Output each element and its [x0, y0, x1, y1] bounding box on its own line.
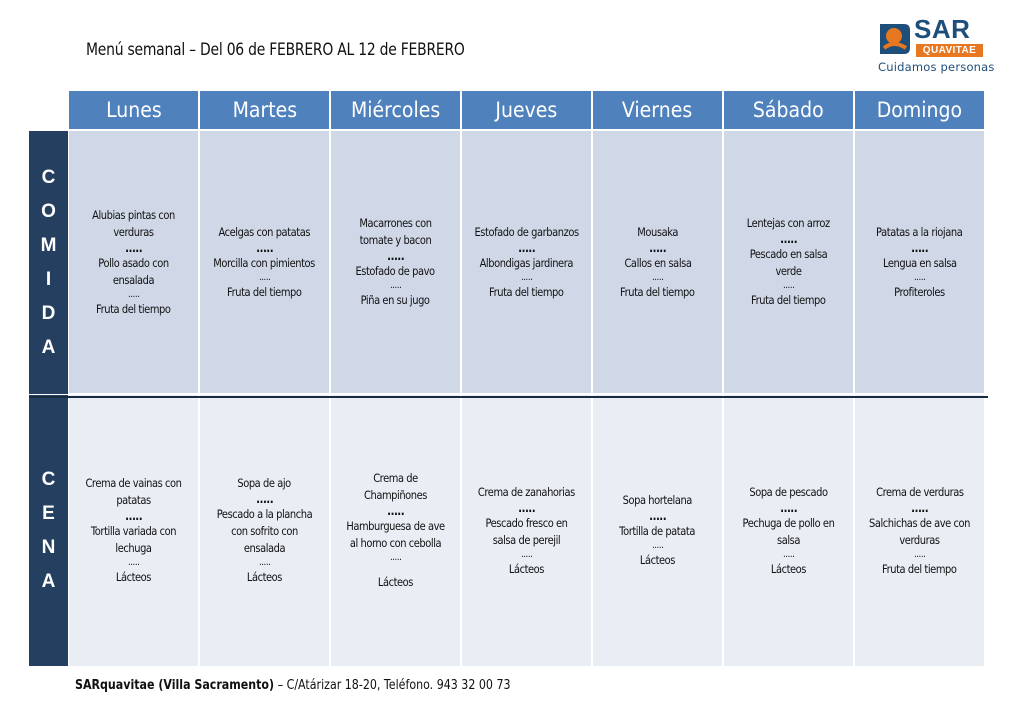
dish-separator: ..... — [651, 540, 664, 551]
dish-separator: ….. — [911, 240, 928, 255]
menu-cell — [723, 395, 854, 666]
logo-emblem-icon — [874, 18, 914, 58]
dish-separator: ….. — [256, 240, 273, 255]
dish-text: Acelgas con patatas — [218, 224, 311, 239]
day-header-5 — [723, 91, 854, 131]
dish-text: Lácteos — [246, 570, 283, 584]
day-header-label: Sábado — [753, 98, 824, 122]
logo-brand-text: SAR — [914, 14, 971, 44]
day-header-label: Miércoles — [350, 98, 441, 122]
dish-separator: ..... — [520, 271, 533, 283]
menu-cell — [68, 131, 199, 395]
dish-separator: ….. — [649, 509, 666, 523]
day-header-1 — [199, 91, 330, 131]
dish-separator: ….. — [911, 500, 928, 515]
dish-text: Fruta del tiempo — [96, 301, 171, 316]
dish-separator: ….. — [125, 509, 142, 523]
dish-text: Sopa de pescado — [749, 484, 828, 499]
dish-text: Crema de vainas con patatas — [85, 476, 182, 507]
dish-text: Estofado de pavo — [355, 264, 436, 278]
dish-text: Crema de zanahorias — [478, 484, 575, 499]
meal-side-label-0 — [29, 131, 68, 395]
meal-side-letter: D — [41, 302, 56, 324]
dish-text: Fruta del tiempo — [227, 284, 302, 299]
meal-side-letter: I — [45, 268, 52, 290]
dish-separator: ..... — [389, 552, 402, 563]
day-header-label: Martes — [232, 98, 297, 122]
day-header-3 — [461, 91, 592, 131]
weekly-menu-table — [29, 91, 988, 666]
dish-text: Crema de verduras — [875, 484, 964, 499]
dish-separator: ..... — [127, 557, 140, 568]
dish-text: Tortilla variada con lechuga — [90, 524, 177, 555]
meal-side-letter: M — [40, 234, 57, 256]
sar-quavitae-logo — [872, 14, 995, 76]
dish-text: Salchichas de ave con verduras — [869, 515, 970, 547]
logo-tagline: Cuidamos personas — [878, 60, 995, 74]
dish-text: Hamburguesa de ave al horno con cebolla — [346, 519, 445, 550]
meal-side-letter: C — [41, 166, 56, 188]
dish-text: Lácteos — [508, 561, 545, 576]
dish-text: Tortilla de patata — [619, 524, 696, 538]
dish-separator: ..... — [258, 271, 271, 283]
dish-separator: ….. — [125, 240, 142, 255]
dish-text: Lácteos — [377, 575, 414, 589]
menu-cell — [199, 131, 330, 395]
day-header-0 — [68, 91, 199, 131]
menu-cell — [68, 395, 199, 666]
meal-side-label-1 — [29, 395, 68, 666]
dish-text: Mousaka — [637, 224, 678, 239]
dish-separator: ….. — [256, 492, 273, 506]
logo-sub-text: QUAVITAE — [916, 44, 983, 57]
dish-text: Lengua en salsa — [882, 255, 957, 270]
menu-cell — [854, 131, 985, 395]
table-corner — [29, 91, 68, 131]
dish-separator: ..... — [520, 548, 533, 560]
day-header-label: Viernes — [622, 98, 693, 122]
dish-text: Pescado en salsa verde — [749, 247, 828, 278]
dish-text: Piña en su jugo — [361, 293, 430, 307]
dish-separator: ….. — [387, 504, 404, 518]
meal-side-letter: N — [41, 536, 56, 558]
dish-text: Callos en salsa — [623, 255, 692, 270]
dish-text: Crema de Champiñones — [364, 471, 427, 502]
meal-separator-line — [29, 396, 988, 398]
dish-text: Sopa de ajo — [237, 476, 292, 490]
menu-cell — [461, 395, 592, 666]
menu-cell — [854, 395, 985, 666]
day-header-label: Jueves — [495, 98, 558, 122]
dish-separator: ..... — [389, 280, 402, 291]
dish-text: Lácteos — [770, 561, 807, 576]
dish-separator: ..... — [651, 271, 664, 283]
footer-address — [75, 678, 511, 693]
dish-separator: ….. — [518, 500, 535, 515]
day-header-label: Lunes — [105, 98, 162, 122]
dish-text: Pescado fresco en salsa de perejil — [485, 515, 568, 547]
dish-separator: ….. — [387, 249, 404, 263]
dish-text: Lácteos — [115, 570, 152, 584]
dish-text: Lácteos — [639, 553, 676, 567]
dish-text: Pollo asado con ensalada — [98, 255, 169, 287]
meal-side-letter: E — [42, 502, 55, 524]
day-header-6 — [854, 91, 985, 131]
dish-text: Macarrones con tomate y bacon — [359, 216, 432, 247]
meal-side-letter: C — [41, 468, 56, 490]
dish-separator: ..... — [913, 271, 926, 283]
dish-separator: ….. — [649, 240, 666, 255]
dish-text: Profiteroles — [894, 284, 945, 299]
menu-cell — [330, 131, 461, 395]
dish-text: Morcilla con pimientos — [213, 255, 316, 270]
dish-separator: ….. — [780, 232, 797, 246]
meal-side-letter: A — [41, 336, 56, 358]
footer-name: SARquavitae (Villa Sacramento) — [75, 678, 275, 693]
dish-text: Fruta del tiempo — [882, 561, 957, 576]
day-header-label: Domingo — [876, 98, 963, 122]
dish-separator: ..... — [782, 548, 795, 560]
dish-text: Estofado de garbanzos — [474, 224, 579, 239]
footer-details: – C/Atárizar 18-20, Teléfono. 943 32 00 73 — [274, 678, 511, 693]
dish-text: Pechuga de pollo en salsa — [742, 515, 835, 547]
dish-separator: ..... — [258, 557, 271, 568]
dish-text: Alubias pintas con verduras — [92, 207, 175, 239]
dish-text: Fruta del tiempo — [751, 293, 826, 307]
dish-separator: ….. — [780, 500, 797, 515]
dish-text: Albondigas jardinera — [479, 255, 574, 270]
dish-separator: ..... — [782, 280, 795, 291]
meal-side-letter: O — [41, 200, 56, 222]
dish-separator: ..... — [913, 548, 926, 560]
dish-text: Lentejas con arroz — [747, 216, 830, 230]
meal-side-letter: A — [41, 570, 56, 592]
menu-cell — [330, 395, 461, 666]
menu-cell — [592, 131, 723, 395]
day-header-2 — [330, 91, 461, 131]
dish-text: Fruta del tiempo — [620, 284, 695, 299]
menu-cell — [592, 395, 723, 666]
dish-text: Fruta del tiempo — [489, 284, 564, 299]
dish-text: Pescado a la plancha con sofrito con ensalada — [216, 507, 313, 555]
dish-separator: ..... — [127, 288, 140, 300]
day-header-4 — [592, 91, 723, 131]
dish-text: Sopa hortelana — [622, 493, 693, 507]
menu-cell — [461, 131, 592, 395]
dish-separator: ….. — [518, 240, 535, 255]
menu-cell — [723, 131, 854, 395]
page-title: Menú semanal – Del 06 de FEBRERO AL 12 de FEBRERO — [86, 40, 465, 60]
menu-cell — [199, 395, 330, 666]
dish-text: Patatas a la riojana — [876, 224, 963, 239]
